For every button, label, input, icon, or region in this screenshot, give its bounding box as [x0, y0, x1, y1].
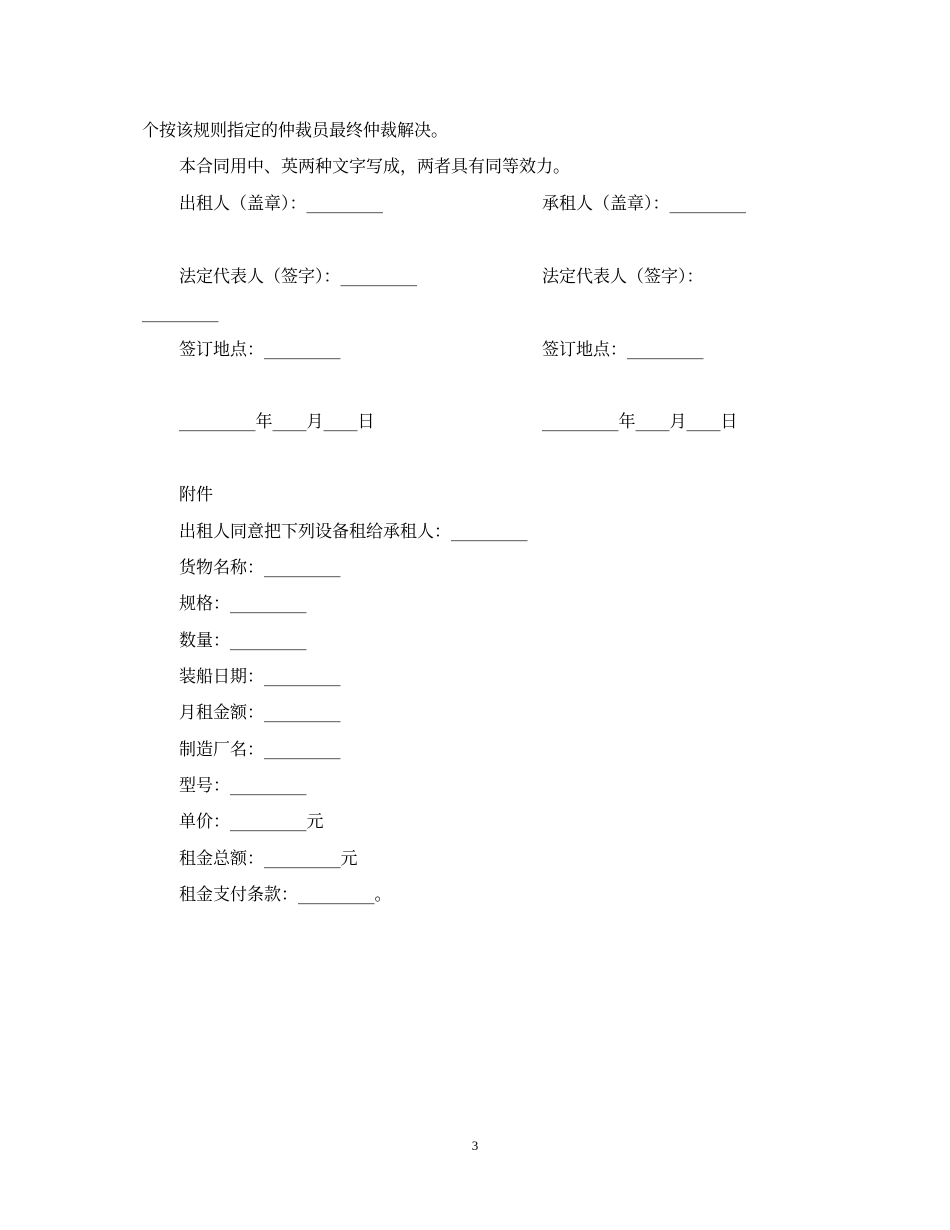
annex-model: 型号：_________ — [179, 776, 307, 796]
annex-payment-terms: 租金支付条款：_________。 — [179, 885, 392, 905]
lessor-signing-date: _________年____月____日 — [179, 412, 375, 432]
annex-total-rent: 租金总额：_________元 — [179, 849, 358, 869]
annex-monthly-rent: 月租金额：_________ — [179, 703, 341, 723]
annex-unit-price: 单价：_________元 — [179, 812, 324, 832]
lessee-representative-blank: _________ — [142, 303, 219, 323]
annex-title: 附件 — [179, 485, 213, 505]
lessee-representative-line: 法定代表人（签字）： — [542, 267, 704, 287]
lessee-signing-date: _________年____月____日 — [542, 412, 738, 432]
annex-ship-date: 装船日期：_________ — [179, 667, 341, 687]
annex-spec: 规格：_________ — [179, 594, 307, 614]
paragraph-continuation: 个按该规则指定的仲裁员最终仲裁解决。 — [142, 121, 448, 141]
lessor-seal-line: 出租人（盖章）：_________ — [179, 194, 383, 214]
lessor-signing-place: 签订地点：_________ — [179, 340, 341, 360]
annex-quantity: 数量：_________ — [179, 631, 307, 651]
lessee-signing-place: 签订地点：_________ — [542, 340, 704, 360]
page-number: 3 — [471, 1138, 479, 1153]
annex-manufacturer: 制造厂名：_________ — [179, 740, 341, 760]
lessee-seal-line: 承租人（盖章）：_________ — [542, 194, 746, 214]
annex-goods-name: 货物名称：_________ — [179, 558, 341, 578]
paragraph-language-clause: 本合同用中、英两种文字写成，两者具有同等效力。 — [179, 157, 570, 177]
lessor-representative-line: 法定代表人（签字）：_________ — [179, 267, 417, 287]
annex-intro: 出租人同意把下列设备租给承租人：_________ — [179, 522, 528, 542]
